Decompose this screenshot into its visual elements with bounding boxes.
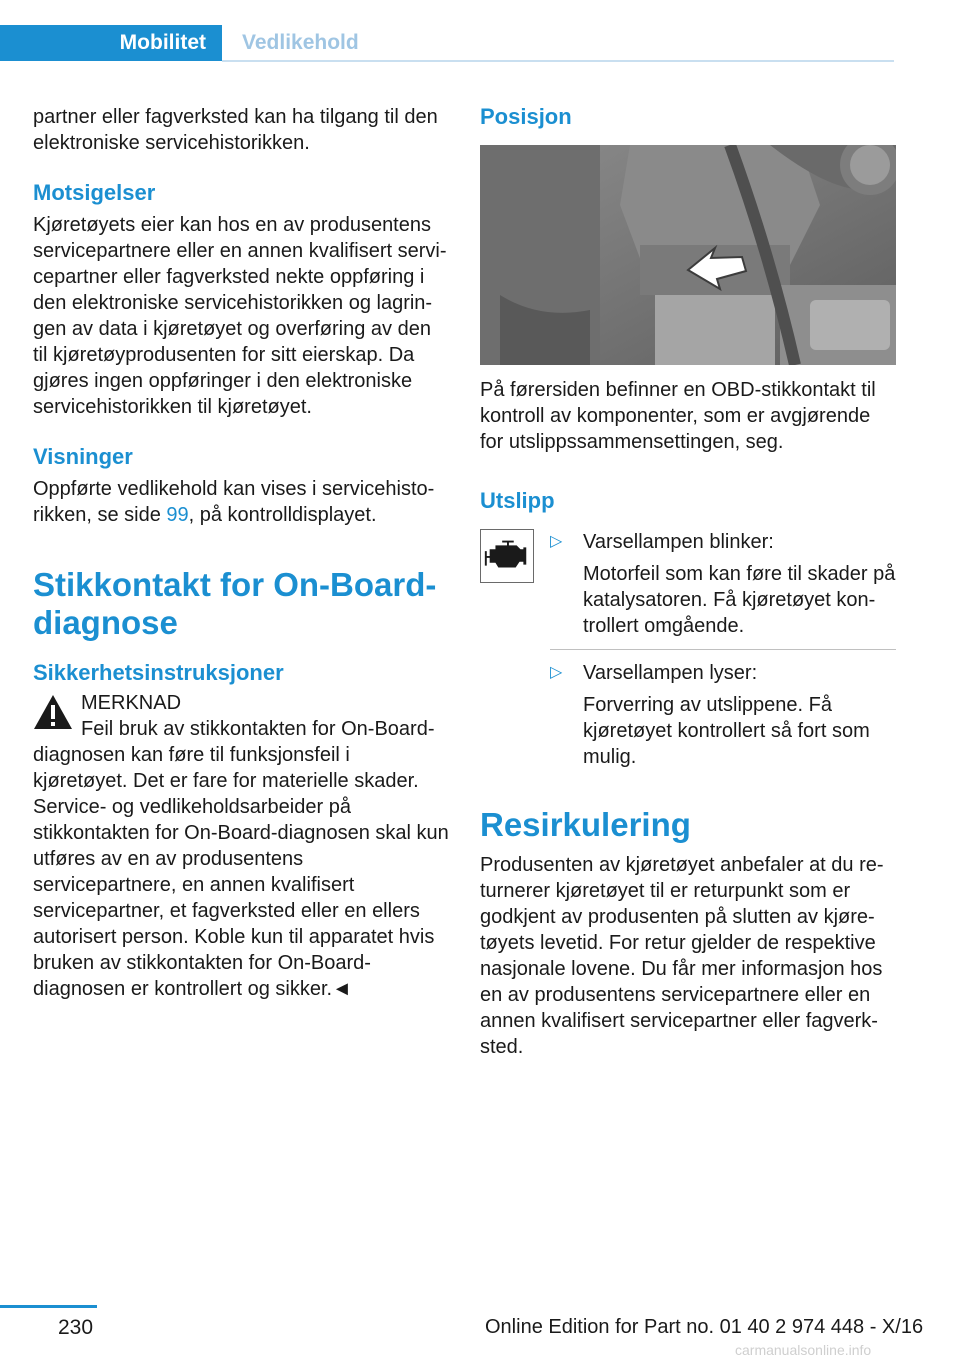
resirkulering-title: Resirkulering: [480, 806, 691, 843]
page-number: 230: [58, 1316, 94, 1339]
utslipp-block: [480, 529, 896, 770]
warning-block: [33, 690, 449, 1002]
watermark: carmanualsonline.info: [735, 1342, 872, 1358]
page-header: [0, 0, 960, 62]
list-divider: [550, 649, 896, 650]
engine-warning-icon: [480, 529, 534, 583]
posisjon-heading: Posisjon: [480, 104, 572, 129]
warning-icon: [33, 694, 73, 730]
item-title: Varsellampen blinker:: [583, 531, 774, 553]
warning-label: MERKNAD: [81, 692, 182, 714]
obd-section-title: Stikkontakt for On-Board-diagnose: [33, 566, 437, 641]
visninger-paragraph: [33, 476, 449, 528]
obd-location-photo: [480, 145, 896, 365]
utslipp-list: [550, 529, 896, 770]
visninger-text-before: Oppførte vedlikehold kan vises i servicehistorikken, se side: [33, 478, 435, 526]
page-link-99[interactable]: 99: [166, 504, 189, 526]
visninger-heading: Visninger: [33, 444, 133, 469]
warning-text: diagnosen kan føre til funksjonsfeil i kjøretøyet. Det er fare for materielle skader. Service- og vedlikeholdsarbeider på stikkontakten for On-Board-diagnosen skal kun utføres av en av produsentens servicepartnere, en annen kvalifisert servicepartner, et fagverksted eller en ellers autorisert person. Koble kun til apparatet hvis bruken av stikkontakten for On-Board-diagnosen er kontrollert og sikker.◄: [33, 744, 449, 1000]
resirkulering-paragraph: Produsenten av kjøretøyet anbefaler at du returnerer kjøretøyet til er returpunkt som er godkjent av produsenten på slutten av kjøretøyets levetid. For retur gjelder de respektive nasjonale lovene. Du får mer informasjon hos en av produsentens servicepartnere eller en annen kvalifisert servicepartner eller fagverksted.: [480, 854, 884, 1058]
item-detail: Motorfeil som kan føre til skader på katalysatoren. Få kjøretøyet kontrollert omgående.: [583, 563, 896, 637]
safety-heading: Sikkerhetsinstruksjoner: [33, 660, 284, 685]
footer-divider: [0, 1305, 97, 1308]
warning-first-line: Feil bruk av stikkontakten for On-Board-: [81, 718, 435, 740]
tab-mobilitet[interactable]: Mobilitet: [0, 25, 222, 61]
list-item: [550, 660, 896, 770]
tab-vedlikehold[interactable]: Vedlikehold: [242, 31, 359, 54]
utslipp-heading: Utslipp: [480, 488, 555, 513]
bullet-icon: ▷: [550, 664, 563, 681]
motsigelser-paragraph: Kjøretøyets eier kan hos en av produsentens servicepartnere eller en annen kvalifisert servicepartner eller fagverksted nekte oppføring i den elektroniske servicehistorikken og lagringen av data i kjøretøyet og overføring av den til kjøretøyprodusenten for sitt eierskap. Da gjøres ingen oppføringer i den elektroniske servicehistorikken til kjøretøyet.: [33, 214, 447, 418]
posisjon-paragraph: På førersiden befinner en OBD-stikkontakt til kontroll av komponenter, som er avgjørende for utslippssammensettingen, seg.: [480, 379, 876, 453]
item-detail: Forverring av utslippene. Få kjøretøyet kontrollert så fort som mulig.: [583, 694, 870, 768]
edition-text: Online Edition for Part no. 01 40 2 974 448 - X/16: [485, 1316, 924, 1338]
list-item: [550, 529, 896, 639]
right-column: [480, 100, 896, 1060]
left-column: [33, 100, 449, 1002]
item-title: Varsellampen lyser:: [583, 662, 758, 684]
bullet-icon: ▷: [550, 533, 563, 550]
header-divider: [222, 60, 894, 62]
visninger-text-after: , på kontrolldisplayet.: [188, 504, 377, 526]
intro-paragraph: partner eller fagverksted kan ha tilgang til den elektroniske servicehistorikken.: [33, 106, 438, 154]
motsigelser-heading: Motsigelser: [33, 180, 156, 205]
